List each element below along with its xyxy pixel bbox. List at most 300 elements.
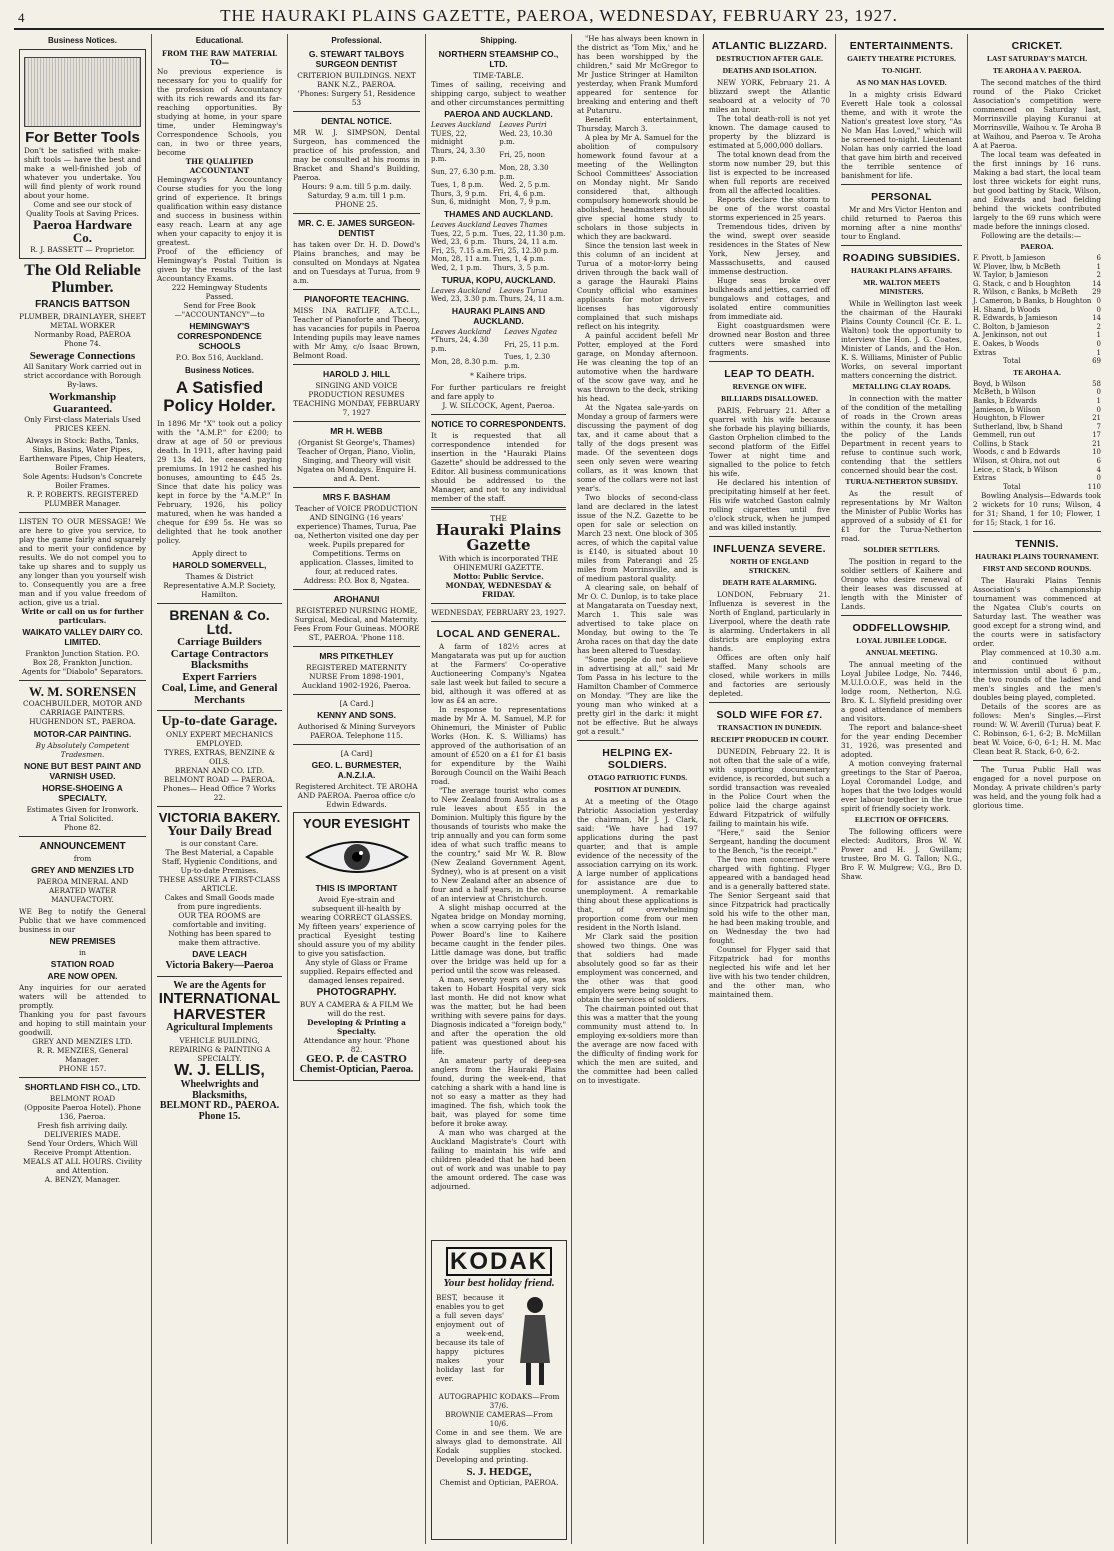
- article-paragraph: The local team was defeated in the first innings by 16 runs. Making a bad start, the local team lost three wickets for eight runs, but good batting by Stack, Wilson, and Edwards and bad fielding behind the wickets contributed largely to the 69 runs which were made before the innings closed.: [973, 150, 1101, 231]
- ad-body: in: [78, 947, 87, 957]
- ad-heading: NEW PREMISES: [49, 935, 116, 946]
- table-row: [973, 331, 1101, 340]
- ad-title: Your Daily Bread: [167, 823, 272, 839]
- ad-heading: HORSE-SHOEING A SPECIALTY.: [42, 782, 123, 803]
- ad-manager: R. R. MENZIES, General Manager.: [36, 1045, 129, 1064]
- article-paragraph: The Turua Public Hall was engaged for a novel purpose on Monday. A private children's party was held, and the young folk had a glorious time.: [973, 765, 1101, 811]
- ad-firm: SHORTLAND FISH CO., LTD.: [24, 1081, 141, 1092]
- ad-phone: PHONE 157.: [58, 1063, 107, 1073]
- article-heading: CRICKET.: [1011, 40, 1063, 52]
- table-cell: Leaves Auckland: [431, 121, 492, 129]
- table-cell: 1: [1096, 262, 1101, 271]
- table-cell: F. Pivott, b Jamieson: [973, 254, 1046, 262]
- article-paragraph: The second matches of the third round of the Piako Cricket Association's competition were commenced on Saturday last, Morrinsville playing Kuranui at Morrinsville, Waihou v. Te Aroha B at Waihou, and Paeroa v. Te Aroha A at Paeroa.: [973, 78, 1101, 150]
- total-label: Total: [1003, 482, 1021, 491]
- article-subheading: DEATHS AND ISOLATION.: [722, 66, 817, 75]
- ad-body: Chemist-Optician, Paeroa.: [299, 1064, 414, 1076]
- ad-phone: Phone 15.: [198, 1110, 241, 1122]
- article-subheading: MR. WALTON MEETS MINISTERS.: [863, 278, 940, 296]
- scorecard-heading: TE AROHA A.: [1013, 367, 1061, 377]
- flag-sub: With which is incorporated THE OHINEMURI GAZETTE.: [438, 554, 559, 573]
- table-cell: McBeth, b Wilson: [973, 388, 1036, 397]
- table-cell: Mon, 7, 9 p.m.: [499, 198, 551, 207]
- ad-body: Thanking you for past favours and hoping to still maintain your goodwill.: [19, 1009, 146, 1037]
- ad-name: DAVE LEACH: [192, 949, 247, 960]
- table-row: [973, 340, 1101, 349]
- ad-body: WE Beg to notify the General Public that we have commenced business in our: [19, 906, 146, 934]
- article-paragraph: Huge seas broke over bulkheads and jetties, carried off bungalows and cottages, and isolated entire communities from immediate aid.: [709, 276, 830, 321]
- ad-name: MRS F. BASHAM: [322, 492, 391, 502]
- article-subheading: ANNUAL MEETING.: [865, 648, 938, 657]
- article-subheading: REVENGE ON WIFE.: [732, 382, 807, 391]
- table-row: [973, 349, 1101, 358]
- ad-body: MISS INA RATLIFF, A.T.C.L., Teacher of Pianoforte and Theory, has vacancies for pupils in Paeroa Intending pupils may leave names with Mr Amy, c/o Isaac Brown, Belmont Road.: [293, 306, 420, 360]
- table-row: [431, 238, 566, 247]
- article-paragraph: Benefit entertainment, Thursday, March 3.: [577, 115, 698, 133]
- article-paragraph: "The average tourist who comes to New Zealand from Australia as a rule leaves about £55 in the Dominion. Multiply this figure by the thousands of tourists who make the trip annually and you can form some idea of what such traffic means to the country," said Mr W. R. Blow (New Zealand Government Agent, Sydney), who is at present on a visit to New Zealand after an absence of four and a half years, in the course of an interview at Christchurch.: [431, 786, 566, 904]
- newspaper-flag: Hauraki Plains Gazette: [435, 520, 562, 555]
- ad-heading: We are the Agents for: [173, 979, 266, 991]
- table-cell: 1: [1096, 396, 1101, 405]
- column-news-2: [704, 34, 836, 1544]
- ad-body: Hours: 9 a.m. till 5 p.m. daily. Saturday, 9 a.m. till 1 p.m.: [301, 182, 412, 200]
- article-paragraph: At a meeting of the Otago Patriotic Association yesterday the chairman, Mr J. J. Clark, said: "We have had 197 applications during the past quarter, and that is ample evidence of the necessity of the association carrying on its work. A large number of applications for assistance are due to unemployment. A remarkable thing about these applications is that, of overwhelming proportion come from our men resident in the North Island.: [577, 797, 698, 932]
- kodak-ad: [431, 1240, 567, 1540]
- article-paragraph: The position in regard to the soldier settlers of Kaihere and Orongo who desire renewal of their leases was discussed at length with the Minister of Lands.: [841, 557, 962, 611]
- ad-body: In 1896 Mr "X" took out a policy with the "A.M.P." for £200; to draw at age of 50 or previous death. In 1911, after having paid 29 13s 4d. he ceased paying premiums. In 1912 he cashed his bonuses, amounting to £45 2s. Since that date his policy was kept in force by the "A.M.P." In February, 1926, his policy matured, when he was handed a cheque for £99 5s. He was so delighted that he took another policy.: [157, 418, 282, 545]
- table-cell: Wilson, st Ohira, not out: [973, 457, 1060, 466]
- ad-body: For further particulars re freight and fare apply to: [431, 382, 566, 401]
- table-cell: 14: [1092, 314, 1101, 323]
- masthead: [14, 4, 1104, 30]
- article-paragraph: A man, seventy years of age, was taken to Hobart Hospital very sick last month. He did not know what was the matter, but he had been writhing with severe pains for days. Diagnosis indicated a "foreign body," and after the operation the old patient was questioned about his life.: [431, 975, 566, 1057]
- table-cell: W. Plover, lbw, b McBeth: [973, 262, 1061, 271]
- ad-body: Registered Architect. TE AROHA AND PAEROA. Paeroa office c/o Edwin Edwards.: [295, 782, 418, 809]
- table-cell: *Thurs, 24, 4.30 p.m.: [431, 336, 489, 353]
- table-row: [973, 414, 1101, 423]
- article-paragraph: The chairman pointed out that this was a matter that the young community must attend to. In employing ex-soldiers more than the average are now faced with the difficulty of finding work for which the men are suited, and the committee had been called on to investigate.: [577, 1004, 698, 1085]
- eye-icon: [298, 834, 415, 880]
- article-paragraph: Since the tension last week in this column of an incident at Turua of a motor-lorry being driven through the back wall of a garage the Hauraki Plains County official who examines applicants for motor drivers' licenses has vigorously complained that such mishaps reflect on his integrity.: [577, 241, 698, 331]
- table-cell: Tues, 1, 8 p.m.: [431, 181, 484, 190]
- table-row: [431, 287, 566, 296]
- table-row: [973, 380, 1101, 389]
- section-label: Business Notices.: [48, 36, 117, 45]
- table-cell: 0: [1096, 296, 1101, 305]
- table-cell: Wed, 2, 1 p.m.: [431, 263, 482, 272]
- column-news-1: [572, 34, 704, 1544]
- ad-name: AROHANUI: [333, 594, 380, 604]
- article-paragraph: Tremendous tides, driven by the wind, swept over seaside residences in the States of New York, New Jersey, and Massachusetts, and caused immense destruction.: [709, 222, 830, 276]
- ad-heading: Sewerage Connections: [29, 349, 136, 362]
- table-cell: Collins, b Stack: [973, 439, 1029, 448]
- article-paragraph: A man who was charged at the Auckland Magistrate's Court with failing to maintain his wife and children pleaded that he had been out of work and was unable to pay the amount ordered. The case was adjourned.: [431, 1128, 566, 1192]
- ad-title: A Satisfied Policy Holder.: [163, 378, 276, 415]
- table-cell: Leaves Auckland: [431, 220, 492, 229]
- article-paragraph: Mr Clark said the position showed two things. One was that soldiers had made absolutely good so far as their employment was concerned, and the other was that good employers were being sought to obtain the services of soldiers.: [577, 932, 698, 1004]
- ad-body: MR W. J. SIMPSON, Dental Surgeon, has commenced the practice of his profession, and may be consulted at his rooms in Bracket and Shand's Building, Paeroa.: [293, 128, 420, 182]
- ad-body: [A Card]: [340, 749, 373, 758]
- article-heading: LOCAL AND GENERAL.: [436, 628, 561, 641]
- table-cell: A. Jenkinson, not out: [973, 331, 1048, 340]
- ad-body: PLUMBER, DRAINLAYER, SHEET METAL WORKER: [19, 311, 146, 330]
- table-row: [431, 328, 566, 337]
- article-heading: ROADING SUBSIDIES.: [842, 252, 961, 264]
- article-paragraph: In a mighty crisis Edward Everett Hale took a colossal theme, and with it wrote the Nation's greatest love story, "As No Man Has Loved," which will be screened to-night. Lieutenant Nolan has only carried the load that gave him birth and received the terrible sentence of banishment for life.: [841, 90, 962, 180]
- ad-body: Fresh fish arriving daily.: [37, 1120, 128, 1130]
- column-business-1: [14, 34, 152, 1544]
- table-cell: 1: [1096, 331, 1101, 340]
- article-subheading: RECEIPT PRODUCED IN COURT.: [710, 735, 829, 744]
- table-cell: H. Shand, b Woods: [973, 305, 1041, 314]
- table-cell: 0: [1096, 339, 1101, 348]
- table-cell: Wed. 2, 5 p.m.: [499, 181, 551, 190]
- table-row: [431, 295, 566, 304]
- ad-body: COACHBUILDER, MOTOR AND CARRIAGE PAINTERS. HUGHENDON ST., PAEROA.: [23, 698, 142, 726]
- flag-motto: Motto: Public Service.: [453, 572, 544, 582]
- ad-name: MR H. WEBB: [330, 426, 383, 436]
- table-cell: Mon, 28, 11 a.m.: [431, 255, 492, 264]
- table-cell: G. Stack, c and b Houghton: [973, 279, 1071, 288]
- table-cell: R. Wilson, c Banks, b McBeth: [973, 288, 1078, 297]
- timetable-heading: PAEROA AND AUCKLAND.: [444, 109, 553, 119]
- ad-name: GEO. L. BURMESTER, A.N.Z.I.A.: [311, 760, 402, 780]
- table-row: [431, 198, 566, 207]
- table-row: [973, 423, 1101, 432]
- ad-firm: VICTORIA BAKERY.: [158, 810, 281, 826]
- ad-body: Send for Free Book—"ACCOUNTANCY"—to: [174, 301, 265, 319]
- article-paragraph: As the result of representations by Mr Walton the Minister of Public Works has approved of a subsidy of £1 for £1 for the Turua-Netherton road.: [841, 489, 962, 543]
- table-cell: R. Edwards, b Jamieson: [973, 314, 1058, 323]
- article-heading: TENNIS.: [1015, 538, 1059, 551]
- article-paragraph: In response to representations made by Mr A. M. Samuel, M.P. for Ohinemuri, the Minister of Public Works (Hon. K. S. Williams) has approved of the authorisation of an amount of £520 on a £1 for £1 basis for expenditure by the Waihi Borough Council on the Waihi Beach road.: [431, 705, 566, 787]
- ad-body: TYRES, EXTRAS, BENZINE & OILS.: [164, 748, 275, 767]
- ad-firm: BRENAN & Co. Ltd.: [169, 606, 270, 638]
- article-paragraph: A plea by Mr A. Samuel for the abolition of compulsory homework found favour at a meeting of the Wellington School Committees' Association on Monday night. Mr Sando considered that, although compulsory homework should be abolished, headmasters should give special home study to scholars in those subjects in which they are backward.: [577, 133, 698, 241]
- table-row: [431, 264, 566, 273]
- table-cell: Wed, 23, 3.30 p.m.: [431, 295, 498, 304]
- scorecard-heading: PAEROA.: [1020, 242, 1054, 251]
- ad-body: from: [73, 853, 92, 863]
- issue-date: WEDNESDAY, FEBRUARY 23, 1927.: [431, 608, 566, 618]
- ad-firm: Victoria Bakery—Paeroa: [165, 960, 274, 972]
- article-paragraph: The report and balance-sheet for the year ending December 31, 1926, was presented and adopted.: [841, 723, 962, 759]
- ad-address: P.O. Box 516, Auckland.: [175, 353, 264, 362]
- table-cell: Boyd, b Wilson: [973, 379, 1026, 388]
- table-row: [973, 271, 1101, 280]
- ad-phone: PHONE 25.: [335, 200, 378, 209]
- ad-address: BELMONT ROAD — PAEROA.: [164, 775, 275, 785]
- table-row: [973, 406, 1101, 415]
- table-cell: Fri, 25, noon: [499, 151, 545, 160]
- ad-line: Coal, Lime, and General Merchants: [161, 682, 278, 706]
- table-row: [431, 353, 566, 370]
- ad-body: Wheelwrights and Blacksmiths,: [180, 1079, 259, 1101]
- table-cell: Mon, 28, 8.30 p.m.: [431, 357, 499, 366]
- article-paragraph: Bowling Analysis—Edwards took 2 wickets for 10 runs; Wilson, 4 for 31; Shand, 1 for 10; Flower, 1 for 15; Stack, 1 for 16.: [973, 491, 1101, 528]
- ad-title: The Old Reliable Plumber.: [24, 262, 141, 296]
- table-cell: W. Taylor, b Jamieson: [973, 271, 1049, 280]
- ad-body: has taken over Dr. H. D. Dowd's Plains branches, and may be consulted on Mondays at Ngatea and on Tuesdays at Turua, from 9 a.m.: [293, 240, 420, 285]
- ad-body: Times of sailing, receiving and shipping cargo, subject to weather and other circumstances permitting: [431, 80, 566, 107]
- ad-proprietor: R. J. BASSETT — Proprietor.: [30, 245, 135, 255]
- article-subheading: TE AROHA A V. PAEROA.: [992, 66, 1082, 75]
- ad-body: REGISTERED NURSING HOME, Surgical, Medical, and Maternity. Fees From Four Guineas. MOORE ST., PAEROA. 'Phone 118.: [293, 606, 420, 642]
- notice-body: It is requested that all correspondence intended for insertion in the "Hauraki Plains Gazette" should be addressed to the Editor. All business communications should be addressed to the Manager, and not to any individual member of the staff.: [431, 430, 566, 503]
- table-row: [431, 181, 566, 190]
- table-cell: Sutherland, lbw, b Shand: [973, 422, 1063, 431]
- article-subheading: DEATH RATE ALARMING.: [722, 578, 817, 587]
- article-heading: HELPING EX-SOLDIERS.: [602, 747, 673, 771]
- illustration-image: [24, 57, 141, 127]
- table-cell: Tues, 1, 4 p.m.: [492, 255, 546, 264]
- ad-body: Only First-class Materials Used PRICES KEEN.: [24, 415, 141, 434]
- ad-phone: Phone 74.: [64, 338, 101, 348]
- article-paragraph: The following officers were elected: Auditors, Bros W. W. Power and H. J. Gwillam; trustee, Bro M. G. Tallon; N.G., Bro F. W. Mulgrew; V.G., Bro D. Shaw.: [841, 827, 962, 881]
- table-row: [973, 466, 1101, 475]
- article-paragraph: PARIS, February 21. After a quarrel with his wife because she forbade his playing billiards, Gaston Orphelion climbed to the second platform of the Eiffel Tower at night time and signalled to the police to fetch his wife.: [709, 406, 830, 478]
- ad-body: My fifteen years' experience of practical Eyesight testing should assure you of my ability to give you satisfaction.: [298, 921, 415, 958]
- ad-body: LISTEN TO OUR MESSAGE! We are here to give you service, to play the game fairly and squarely and to merit your confidence by results. We do not compel you to take up shares and to supply us any longer than you yourself wish to. Consequently you are a free man and if you value freedom of action, give us a trial.: [19, 517, 146, 608]
- ad-body: THESE ASSURE A FIRST-CLASS ARTICLE.: [158, 875, 281, 894]
- table-cell: 6: [1096, 254, 1101, 262]
- ad-title: For Better Tools: [25, 129, 140, 146]
- article-subheading: HAURAKI PLAINS AFFAIRS.: [851, 266, 952, 275]
- ad-name: MRS PITKETHLEY: [319, 651, 394, 661]
- notice-heading: NOTICE TO CORRESPONDENTS.: [431, 418, 566, 429]
- ad-name: GEO. P. de CASTRO: [306, 1052, 407, 1065]
- article-subheading: BILLIARDS DISALLOWED.: [721, 394, 818, 403]
- timetable: [431, 287, 566, 304]
- ad-body: Sole Agents: Hudson's Concrete Boiler Frames.: [22, 472, 143, 491]
- scorecard: [973, 380, 1101, 483]
- table-cell: 10: [1092, 448, 1101, 457]
- article-subheading: METALLING CLAY ROADS.: [852, 382, 951, 391]
- ad-heading: STATION ROAD: [50, 958, 115, 969]
- table-row: [973, 457, 1101, 466]
- ad-body: By Absolutely Competent Tradesmen.: [35, 740, 130, 759]
- table-row: [431, 336, 566, 353]
- ad-body: Write or call on us for further particulars.: [21, 607, 144, 626]
- table-cell: Tues, 22, 5 p.m.: [431, 229, 488, 238]
- ad-body: SINGING AND VOICE PRODUCTION RESUMES TEACHING MONDAY, FEBRUARY 7, 1927: [293, 381, 420, 417]
- ad-body: All Sanitary Work carried out in strict accordance with Borough By-laws.: [23, 362, 142, 390]
- article-paragraph: DUNEDIN, February 22. It is not often that the sale of a wife, with supporting documentary evidence, is recorded, but such a sordid transaction was revealed in the Police Court when the police laid the charge against Edward Fitzpatrick of wilfully failing to maintain his wife.: [709, 747, 830, 828]
- ad-body: * Kaihere trips.: [470, 370, 527, 380]
- article-subheading: LAST SATURDAY'S MATCH.: [987, 54, 1087, 63]
- ad-body: Estimates Given for Ironwork.: [26, 804, 139, 814]
- ad-firm: GREY AND MENZIES LTD.: [32, 1036, 133, 1046]
- ad-body: PAEROA MINERAL AND AERATED WATER MANUFACTORY.: [36, 876, 129, 904]
- table-cell: Fri, 25, 12.30 p.m.: [492, 246, 559, 255]
- ad-phone: Phones— Head Office 7 Works 22.: [163, 784, 276, 803]
- ad-heading: ANNOUNCEMENT: [39, 840, 126, 852]
- article-subheading: SOLDIER SETTLERS.: [863, 545, 940, 554]
- article-subheading: NORTH OF ENGLAND STRICKEN.: [730, 557, 809, 575]
- column-news-3: [836, 34, 968, 1544]
- ad-firm: W. J. ELLIS,: [174, 1062, 265, 1080]
- ad-name: MR. C. E. JAMES SURGEON-DENTIST: [298, 218, 415, 238]
- ad-phone: Phone 82.: [64, 822, 101, 832]
- table-cell: Leaves Auckland: [431, 286, 492, 295]
- ad-firm: NORTHERN STEAMSHIP CO., LTD.: [438, 49, 559, 69]
- article-paragraph: Mr and Mrs Victor Henton and child returned to Paeroa this morning after a nine months' tour to England.: [841, 205, 962, 241]
- table-cell: J. Cameron, b Banks, b Houghton: [973, 296, 1092, 305]
- ad-body: (Organist St George's, Thames) Teacher of Organ, Piano, Violin, Singing, and Theory will visit Ngatea on Mondays. Enquire H. and A. Dent.: [296, 438, 417, 483]
- ad-body: OUR TEA ROOMS are comfortable and inviting. Nothing has been spared to make them attractive.: [168, 911, 271, 948]
- table-cell: Wed. 23, 10.30 p.m.: [499, 129, 553, 147]
- ad-name: S. J. HEDGE,: [466, 1465, 532, 1478]
- timetable: [431, 328, 566, 371]
- table-cell: 21: [1092, 414, 1101, 423]
- table-row: [973, 440, 1101, 449]
- ad-body: is our constant Care.: [180, 839, 259, 849]
- article-paragraph: An amateur party of deep-sea anglers from the Hauraki Plains found, during the week-end, that catching a shark with a hand line is not so easy a matter as they had imagined. The fish, which took the bait, was played for some time before it broke away.: [431, 1056, 566, 1129]
- article-subheading: TRANSACTION IN DUNEDIN.: [717, 723, 822, 732]
- section-label: Shipping.: [480, 36, 517, 45]
- ad-body: Send Your Orders, Which Will Receive Prompt Attention.: [27, 1138, 138, 1157]
- ad-body: BEST, because it enables you to get a full seven days' enjoyment out of a week-end, because its tale of happy pictures makes your holiday last for ever.: [436, 1292, 504, 1383]
- ad-body: Don't be satisfied with make-shift tools — have the best and make a well-finished job of whatever you undertake. You will find plenty of work round about your home.: [24, 145, 141, 200]
- ad-body: Come and see our stock of Quality Tools at Saving Prices.: [26, 199, 139, 218]
- article-subheading: AS NO MAN HAS LOVED.: [856, 78, 947, 87]
- ad-manager: R. P. ROBERTS. REGISTERED PLUMBER Manager.: [26, 490, 139, 509]
- ad-body: ONLY EXPERT MECHANICS EMPLOYED.: [165, 730, 274, 749]
- table-cell: 29: [1092, 288, 1101, 297]
- article-paragraph: The Hauraki Plains Tennis Association's championship tournament was commenced at the Ngatea Club's courts on Saturday last. The weather was good except for a strong wind, and the courts were in satisfactory order.: [973, 576, 1101, 649]
- table-cell: Woods, c and b Edwards: [973, 448, 1061, 457]
- ad-heading: ARE NOW OPEN.: [47, 970, 118, 981]
- table-cell: 2: [1096, 271, 1101, 280]
- scorecard-total: [973, 483, 1101, 492]
- table-row: [973, 297, 1101, 306]
- figure-illustration: [508, 1293, 562, 1389]
- table-cell: Thurs, 24, 11 a.m.: [492, 238, 558, 247]
- article-paragraph: Play commenced at 10.30 a.m. and continued without intermission until about 6 p.m., the two rounds of the ladies' and men's singles and the men's doubles being played, completed.: [973, 648, 1101, 703]
- ad-body: [A Card.]: [339, 699, 374, 708]
- table-row: [431, 190, 566, 199]
- table-cell: Mon, 28, 3.30 p.m.: [499, 163, 549, 181]
- table-cell: Wed, 23, 6 p.m.: [431, 238, 487, 247]
- article-paragraph: Offices are often only half staffed. Many schools are closed, while workers in mills and factories are seriously depleted.: [709, 653, 830, 698]
- table-cell: Banks, b Edwards: [973, 396, 1037, 405]
- ad-line: Cartage Contractors: [170, 647, 269, 660]
- ad-address: CRITERION BUILDINGS. NEXT BANK N.Z., PAEROA.: [297, 71, 416, 89]
- section-label: Educational.: [195, 36, 244, 45]
- table-row: [431, 130, 566, 147]
- table-cell: Jamieson, b Wilson: [973, 405, 1041, 414]
- article-subheading: FIRST AND SECOND ROUNDS.: [982, 564, 1092, 574]
- table-cell: 21: [1092, 439, 1101, 448]
- article-heading: INFLUENZA SEVERE.: [713, 543, 826, 555]
- table-cell: 17: [1092, 431, 1101, 440]
- ad-body: REGISTERED MATERNITY NURSE From 1898-1901, Auckland 1902-1926, Paeroa.: [302, 663, 411, 690]
- table-cell: Sun, 6, midnight: [431, 198, 491, 207]
- table-row: [973, 431, 1101, 440]
- article-heading: ATLANTIC BLIZZARD.: [711, 40, 828, 52]
- ad-body: Teacher of VOICE PRODUCTION AND SINGING (16 years' experience) Thames, Turua, Pae oa, Netherton visited one day per week. Pupils prepared for Competitions. Terms on application. Classes, limited to four, at reduced rates.: [294, 504, 419, 576]
- ad-body: Any style of Glass or Frame supplied. Repairs effected and damaged lenses repaired.: [300, 957, 413, 985]
- table-cell: 6: [1096, 457, 1101, 466]
- ad-name: KENNY AND SONS.: [317, 710, 396, 720]
- masthead-title: THE HAURAKI PLAINS GAZETTE, PAEROA, WEDNESDAY, FEBRUARY 23, 1927.: [220, 6, 898, 25]
- article-paragraph: The total death-roll is not yet known. The damage caused to property by the blizzard is estimated at 5,000,000 dollars.: [709, 114, 830, 150]
- ad-body: Proof of the efficiency of Hemingway's Postal Tuition is given by the results of the last Accountancy Exams.: [157, 247, 282, 283]
- table-row: [431, 221, 566, 230]
- article-subheading: DESTRUCTION AFTER GALE.: [716, 54, 823, 63]
- table-cell: Leice, c Stack, b Wilson: [973, 465, 1058, 474]
- article-paragraph: A clearing sale, on behalf of Mr O. C. Dunlop, is to take place at Mangatarata on Tuesday next, March 1. This sale was advertised to take place on Monday, but owing to the Te Aroha races on that day the date has been altered to Tuesday.: [577, 583, 698, 655]
- article-subheading: TO-NIGHT.: [881, 66, 922, 75]
- ad-body: Chemist and Optician, PAEROA.: [439, 1478, 559, 1488]
- table-row: [973, 448, 1101, 457]
- ad-title: Up-to-date Garage.: [161, 714, 278, 730]
- flag-prefix: THE: [490, 513, 507, 523]
- table-row: [973, 323, 1101, 332]
- table-row: [973, 314, 1101, 323]
- table-cell: 58: [1092, 379, 1101, 388]
- ad-body: Developing & Printing a Specialty.: [307, 1017, 406, 1036]
- article-paragraph: LONDON, February 21. Influenza is severest in the North of England, particularly in Liverpool, where the death rate is alarming. Undertakers in all districts are employing extra hands.: [709, 590, 830, 653]
- table-cell: Leaves Thames: [492, 220, 548, 229]
- table-cell: E. Oakes, b Woods: [973, 339, 1039, 348]
- ad-tagline: Your best holiday friend.: [443, 1277, 555, 1290]
- ad-body: Any inquiries for our aerated waters will be attended to promptly.: [19, 982, 146, 1010]
- total-value: 110: [1087, 482, 1101, 491]
- timetable-heading: HAURAKI PLAINS AND AUCKLAND.: [451, 305, 546, 326]
- article-subheading: TURUA-NETHERTON SUBSIDY.: [845, 477, 958, 486]
- table-cell: Thurs, 24, 3.30 p.m.: [431, 146, 486, 164]
- timetable-heading: THAMES AND AUCKLAND.: [444, 208, 553, 219]
- ad-body: 222 Hemingway Students Passed.: [171, 283, 268, 301]
- column-educational: [152, 34, 288, 1544]
- ad-heading: PIANOFORTE TEACHING.: [304, 294, 409, 304]
- table-cell: 0: [1096, 474, 1101, 483]
- article-heading: PERSONAL: [871, 191, 932, 203]
- ad-body: DELIVERIES MADE.: [44, 1129, 121, 1139]
- table-cell: Thurs, 24, 11 a.m.: [499, 295, 565, 304]
- article-subheading: LOYAL JUBILEE LODGE.: [856, 636, 947, 645]
- table-cell: Leaves Turua: [499, 286, 548, 295]
- table-row: [431, 255, 566, 264]
- ad-line: Blacksmiths: [190, 659, 249, 672]
- ad-firm: GREY AND MENZIES LTD: [31, 864, 134, 875]
- table-cell: 7: [1096, 422, 1101, 431]
- flag-days: MONDAY, WEDNESDAY & FRIDAY.: [445, 581, 552, 600]
- ad-heading: MOTOR-CAR PAINTING.: [33, 728, 132, 739]
- article-subheading: HAURAKI PLAINS TOURNAMENT.: [975, 552, 1099, 562]
- ad-address: BELMONT ROAD: [49, 1093, 116, 1103]
- timetable: [431, 221, 566, 273]
- table-row: [431, 121, 566, 130]
- table-cell: Tues, 22, 11.30 p.m.: [492, 229, 566, 238]
- ad-body: Avoid Eye-strain and subsequent ill-health by wearing CORRECT GLASSES.: [300, 894, 413, 922]
- ad-title: YOUR EYESIGHT: [303, 816, 410, 831]
- table-cell: Fri, 4, 6 p.m.: [499, 189, 546, 198]
- article-subheading: POSITION AT DUNEDIN.: [594, 785, 681, 794]
- ad-price: BROWNIE CAMERAS—From 10/6.: [445, 1409, 553, 1428]
- article-paragraph: In connection with the matter of the condition of the metalling of roads in the Crown areas within the county, it has been the policy of the Lands Department in recent years to refuse to continue such work, contending that the settlers concerned should bear the cost.: [841, 394, 962, 475]
- article-heading: ODDFELLOWSHIP.: [852, 622, 951, 634]
- table-cell: Tues, 1, 2.30 p.m.: [504, 353, 551, 371]
- ad-address: (Opposite Paeroa Hotel). Phone 136, Paeroa.: [24, 1102, 141, 1121]
- ad-body: Authorised & Mining Surveyors PAEROA. Telephone 115.: [297, 722, 416, 740]
- table-cell: Leaves Puriri: [499, 121, 547, 129]
- column-sport: [968, 34, 1106, 1544]
- ad-line: Expert Farriers: [182, 670, 257, 683]
- ad-address: BELMONT RD., PAEROA.: [159, 1100, 280, 1112]
- column-professional: [288, 34, 426, 1544]
